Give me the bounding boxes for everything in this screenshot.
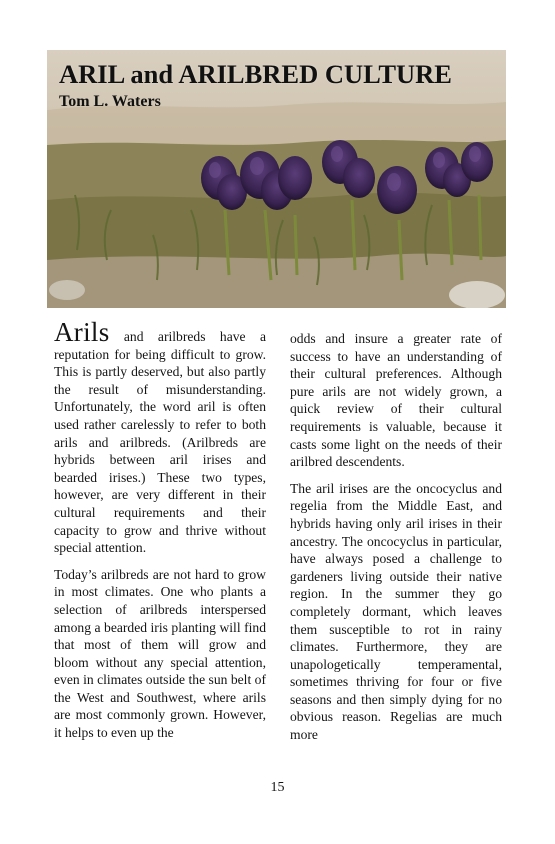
header-photo: [47, 50, 506, 308]
lead-word: Arils: [54, 317, 110, 347]
right-column: [290, 330, 502, 753]
paragraph: [54, 317, 266, 557]
page-number: 15: [270, 780, 285, 795]
paragraph: odds and insure a greater rate of success to have an understanding of their cultural preferences. Although pure arils are not widely grown, a quick review of their cultural requirements is valuable, because it casts some light on the needs of their arilbred descendents.: [290, 331, 502, 470]
article-title: ARIL and ARILBRED CULTURE: [59, 59, 452, 89]
paragraph-text: and arilbreds have a reputation for being difficult to grow. This is partly deserved, but also partly the result of misunderstanding. Unfortunately, the word aril is often used rather carelessly to refer to both arils and arilbreds. (Arilbreds are hybrids between aril irises and bearded irises.) These two types, however, are very different in their cultural requirements and their capacity to grow and thrive without special attention.: [54, 329, 266, 556]
article-author: Tom L. Waters: [59, 93, 161, 110]
paragraph: Today’s arilbreds are not hard to grow in most climates. One who plants a selection of arilbreds interspersed among a bearded iris planting will find that most of them will grow and bloom without any special attention, even in climates outside the sun belt of the West and Southwest, where arils are most commonly grown. However, it helps to even up the: [54, 566, 266, 741]
left-column: [54, 317, 266, 751]
paragraph: The aril irises are the oncocyclus and regelia from the Middle East, and hybrids having only aril irises in their ancestry. The oncocyclus in particular, have always posed a challenge to gardeners living outside their native region. In the summer they go completely dormant, which leaves them susceptible to rot in rainy climates. Furthermore, they are unapologetically temperamental, sometimes thriving for four or five seasons and then simply dying for no obvious reason. Regelias are much more: [290, 480, 502, 743]
